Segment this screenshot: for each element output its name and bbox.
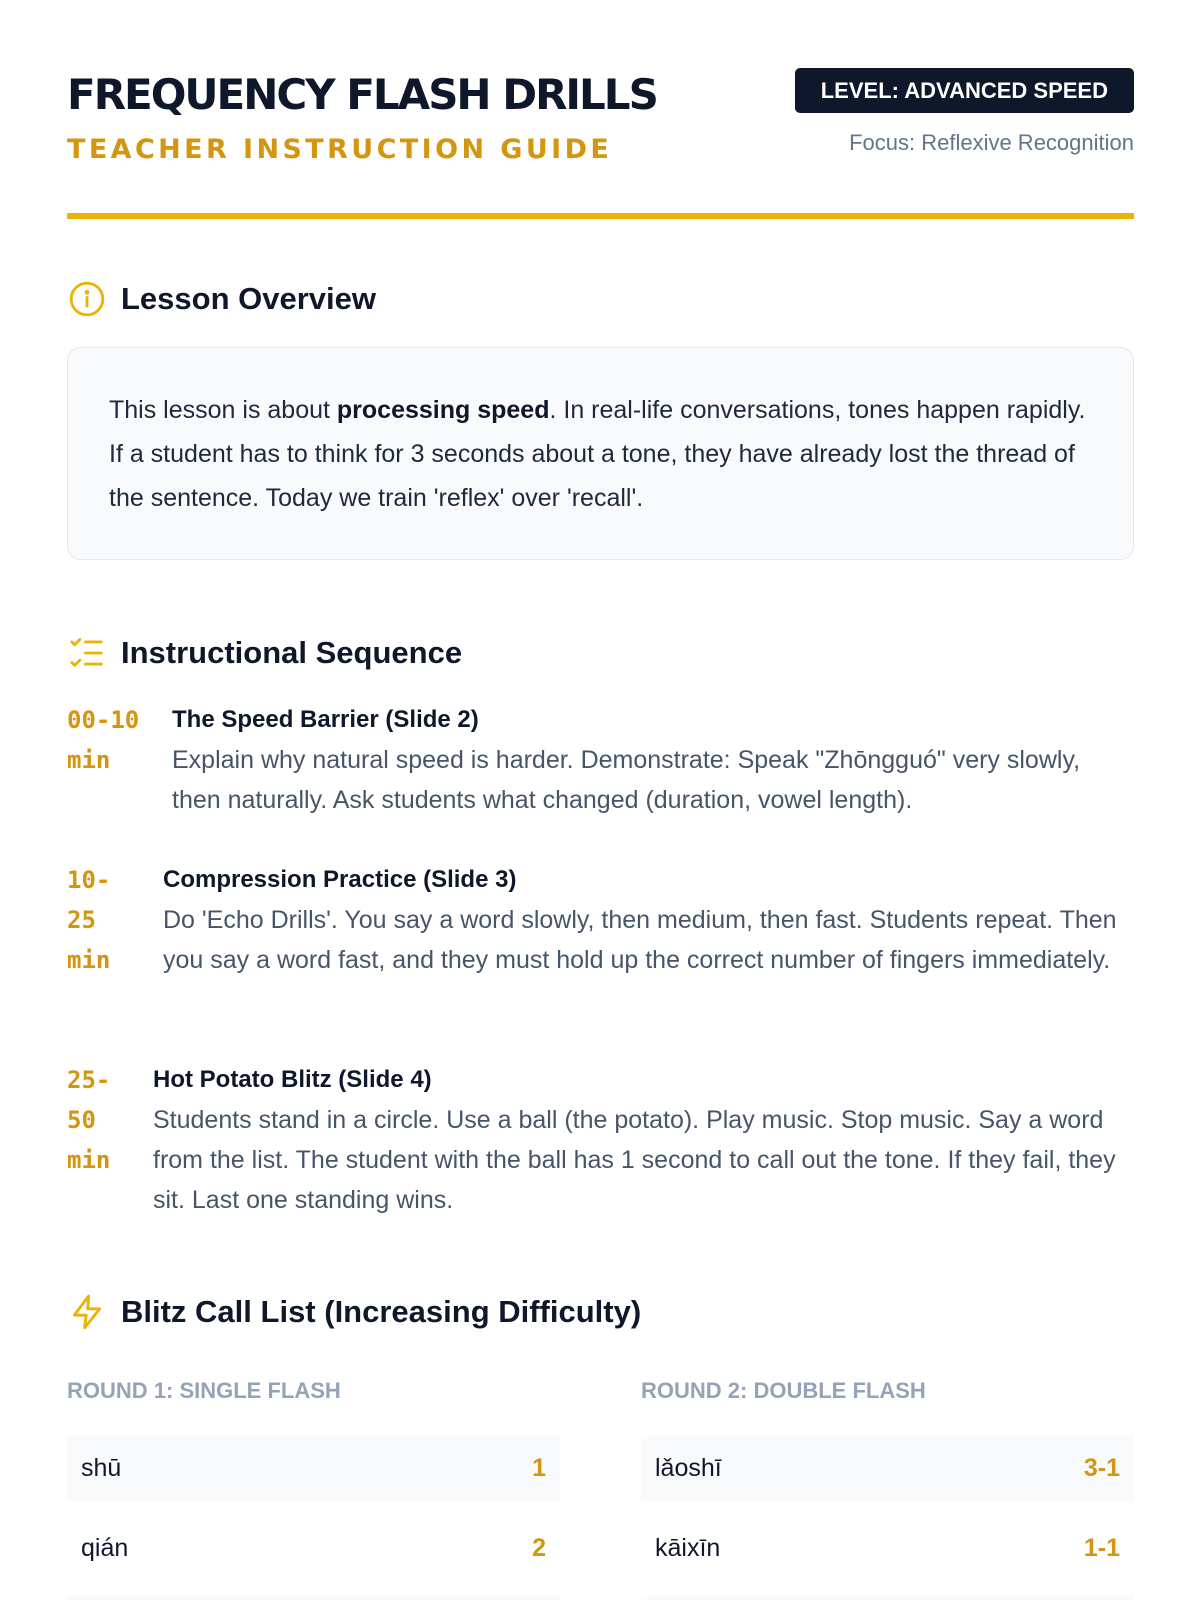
sequence-title: Instructional Sequence <box>121 635 463 670</box>
call-tone: 1 <box>532 1454 546 1482</box>
call-tone: 3-1 <box>1083 1454 1120 1482</box>
step-text: Students stand in a circle. Use a ball (the potato). Play music. Stop music. Say a word from the list. The student with the ball has 1 second to call out the tone. If they fail, they sit. Last one standing wins. <box>153 1106 1116 1214</box>
step-body <box>153 1060 1134 1220</box>
step-time: 25-50 min <box>67 1066 111 1174</box>
sequence-step <box>67 1060 1134 1220</box>
call-word: shū <box>81 1454 122 1482</box>
call-row <box>641 1516 1134 1581</box>
call-row <box>67 1516 560 1581</box>
call-row <box>641 1436 1134 1501</box>
call-word: lǎoshī <box>655 1454 722 1482</box>
lightning-bolt-icon <box>67 1292 107 1332</box>
sequence-heading <box>67 631 462 675</box>
step-title: Hot Potato Blitz (Slide 4) <box>153 1066 432 1093</box>
round-2-list <box>641 1436 1134 1600</box>
step-body <box>163 860 1134 980</box>
round-1-list <box>67 1436 560 1600</box>
overview-heading <box>67 277 376 321</box>
step-text: Explain why natural speed is harder. Demonstrate: Speak "Zhōngguó" very slowly, then naturally. Ask students what changed (duration, vowel length). <box>172 746 1081 814</box>
step-title: Compression Practice (Slide 3) <box>163 866 517 893</box>
level-badge: LEVEL: ADVANCED SPEED <box>795 68 1134 113</box>
call-row <box>67 1436 560 1501</box>
call-tone: 1-1 <box>1083 1534 1120 1562</box>
round-2-label: ROUND 2: DOUBLE FLASH <box>641 1378 926 1403</box>
sequence-step <box>67 860 1134 980</box>
overview-box <box>67 347 1134 560</box>
blitz-title: Blitz Call List (Increasing Difficulty) <box>121 1294 642 1329</box>
step-title: The Speed Barrier (Slide 2) <box>172 706 479 733</box>
step-body <box>172 700 1134 820</box>
call-tone: 2 <box>532 1534 546 1562</box>
sequence-step <box>67 700 1134 820</box>
blitz-heading <box>67 1290 641 1334</box>
call-row-partial <box>641 1596 1134 1600</box>
overview-text <box>109 388 1093 520</box>
focus-note: Focus: Reflexive Recognition <box>849 130 1134 155</box>
call-row-partial <box>67 1596 560 1600</box>
step-time: 10-25 min <box>67 866 111 974</box>
page-title: FREQUENCY FLASH DRILLS <box>67 70 657 119</box>
overview-title: Lesson Overview <box>121 281 377 316</box>
call-word: kāixīn <box>655 1534 721 1562</box>
info-circle-icon <box>67 279 107 319</box>
round-1-label: ROUND 1: SINGLE FLASH <box>67 1378 341 1403</box>
overview-text-start: This lesson is about <box>109 396 337 424</box>
page-subtitle: TEACHER INSTRUCTION GUIDE <box>67 134 613 165</box>
checklist-icon <box>67 633 107 673</box>
step-text: Do 'Echo Drills'. You say a word slowly, then medium, then fast. Students repeat. Then you say a word fast, and they must hold up the correct number of fingers immediately. <box>163 906 1117 974</box>
overview-text-end: . In real-life conversations, tones happen rapidly. If a student has to think for 3 seconds about a tone, they have already lost the thread of the sentence. Today we train 'reflex' over 'recall'. <box>109 396 1086 512</box>
step-time: 00-10 min <box>67 706 140 774</box>
call-word: qián <box>81 1534 129 1562</box>
overview-text-bold: processing speed <box>336 396 550 424</box>
page-header <box>67 64 1134 164</box>
header-divider <box>67 213 1134 219</box>
